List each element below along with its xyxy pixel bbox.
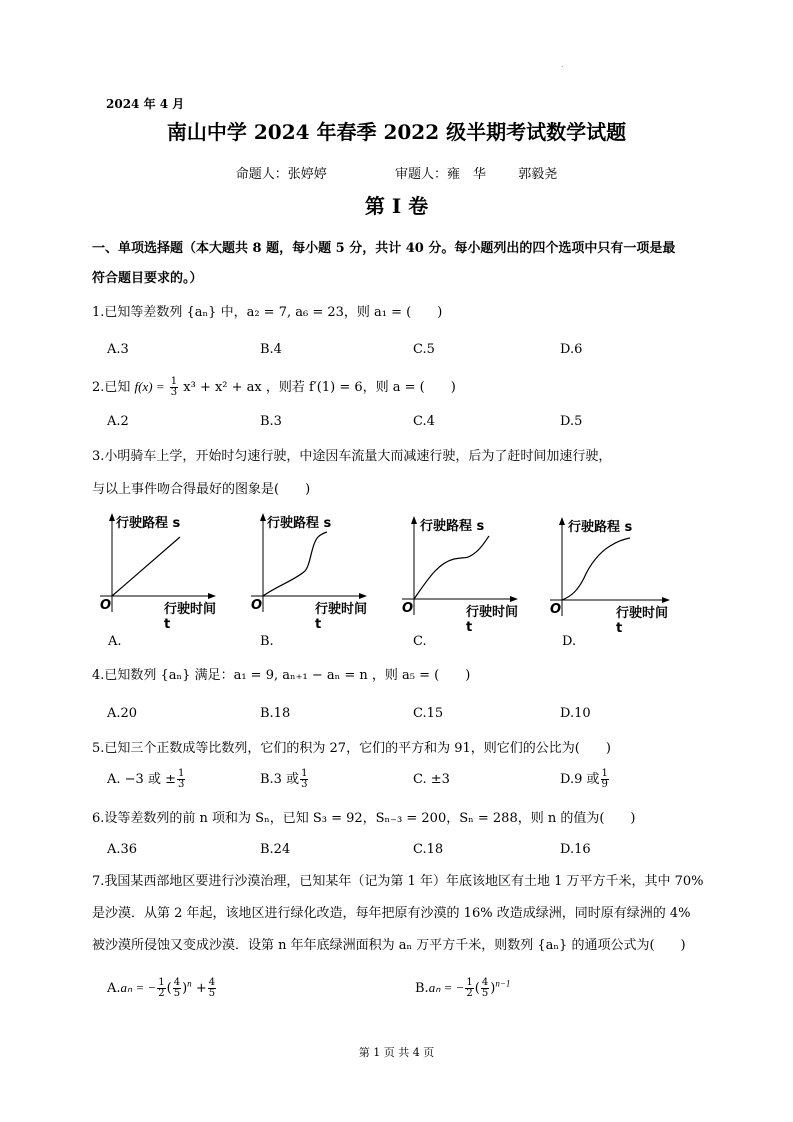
q7-b-n2: 4 (481, 977, 489, 988)
page-footer: 第 1 页 共 4 页 (358, 1046, 435, 1059)
graph-d-ylabel: 行驶路程 s (568, 520, 633, 535)
q1-option-d: D.6 (560, 342, 583, 357)
question-7-line1: 7.我国某西部地区要进行沙漠治理，已知某年（记为第 1 年）年底该地区有土地 1 万平方千米，其中 70% (92, 874, 704, 889)
q7-a-frac3 (208, 978, 216, 999)
q6-option-c: C.18 (413, 842, 444, 857)
q5-b-num: 1 (301, 768, 308, 779)
q2-frac-num: 1 (170, 376, 178, 387)
graph-a-origin: O (100, 598, 112, 613)
q6-option-d: D.16 (560, 842, 591, 857)
graph-a-ylabel: 行驶路程 s (116, 516, 181, 531)
q1-option-c: C.5 (413, 342, 435, 357)
question-6: 6.设等差数列的前 n 项和为 Sₙ，已知 S₃ = 92，Sₙ₋₃ = 200，Sₙ = 288，则 n 的值为( ) (92, 811, 636, 826)
q7-a-exp: n (187, 978, 192, 989)
q3-graph-d (546, 514, 670, 636)
q7-option-b: B.aₙ = − $\frac{1}{2}$ ( $\frac{4}{5}$ )$^{n-1}$ (415, 977, 511, 999)
q7-b-frac1 (465, 978, 473, 999)
q4-option-b: B.18 (260, 706, 291, 721)
graph-b-origin: O (251, 598, 263, 613)
author-reviewer-2: 郭毅尧 (518, 167, 558, 182)
question-4: 4.已知数列 {aₙ} 满足：a₁ = 9, aₙ₊₁ − aₙ = n ，则 a₅ = ( ) (92, 668, 471, 683)
q3-option-a: A. (108, 634, 122, 649)
q6-option-b: B.24 (260, 842, 291, 857)
exam-date: 2024 年 4 月 (106, 97, 185, 111)
q3-option-b: B. (260, 634, 274, 649)
q7-option-a: A.aₙ = − $\frac{1}{2}$ ( $\frac{4}{5}$ )$^n$ + $\frac{4}{5}$ (107, 977, 216, 999)
q5-b-den: 3 (301, 779, 308, 790)
q3-graph-a (96, 510, 217, 632)
q5-option-d-frac (601, 769, 609, 790)
q5-a-den: 3 (177, 779, 185, 790)
q6-option-a: A.36 (107, 842, 138, 857)
q2-option-a: A.2 (107, 414, 129, 429)
graph-d-xlabel: 行驶时间 t (616, 606, 669, 636)
q7-a-frac2 (173, 978, 181, 999)
stray-dot: . (561, 60, 564, 69)
graph-c-xlabel: 行驶时间 t (466, 605, 519, 635)
author-setter: 命题人：张婷婷 (235, 167, 327, 182)
question-3-line1: 3.小明骑车上学，开始时匀速行驶，中途因车流量大而减速行驶，后为了赶时间加速行驶， (92, 449, 612, 464)
q7-a-d2: 5 (173, 988, 181, 999)
q7-b-exp: n−1 (495, 978, 511, 989)
graph-b-xlabel: 行驶时间 t (315, 602, 368, 632)
q5-option-b-frac (300, 769, 308, 790)
q2-rest: x³ + x² + ax ，则若 f′(1) = 6，则 a = ( ) (183, 380, 456, 395)
q7-b-d1: 2 (466, 988, 473, 999)
q7-a-label: A. (107, 981, 121, 996)
question-3-line2: 与以上事件吻合得最好的图象是( ) (92, 482, 311, 497)
q7-b-n1: 1 (466, 977, 473, 988)
q2-frac-den: 3 (170, 387, 178, 398)
question-7-line3: 被沙漠所侵蚀又变成沙漠．设第 n 年年底绿洲面积为 aₙ 万平方千米，则数列 {aₙ} 的通项公式为( ) (92, 938, 686, 953)
q5-option-c: C. ±3 (413, 772, 450, 787)
q4-option-a: A.20 (107, 706, 138, 721)
question-7-line2: 是沙漠．从第 2 年起，该地区进行绿化改造，每年把原有沙漠的 16% 改造成绿洲，同时原有绿洲的 4% (92, 906, 691, 921)
q5-option-a-text: A. −3 或 ± (107, 772, 176, 787)
q2-fraction (170, 377, 178, 398)
q7-b-lhs: aₙ = − (428, 980, 465, 995)
q5-d-den: 9 (601, 779, 608, 790)
q5-option-b-text: B.3 或 (260, 772, 300, 787)
graph-d-origin: O (550, 602, 562, 617)
q5-option-a-frac (177, 769, 185, 790)
q4-option-c: C.15 (413, 706, 444, 721)
authors-line (0, 163, 793, 182)
q2-func: f(x) = (134, 379, 165, 394)
q2-prefix: 2.已知 (92, 380, 131, 395)
q2-option-b: B.3 (260, 414, 282, 429)
graph-a-xlabel: 行驶时间 t (164, 602, 217, 632)
graph-c-ylabel: 行驶路程 s (420, 519, 485, 534)
q5-d-num: 1 (601, 768, 608, 779)
q7-b-d2: 5 (481, 988, 489, 999)
q3-option-c: C. (413, 634, 427, 649)
q5-option-b (260, 768, 309, 790)
q7-a-d1: 2 (158, 988, 165, 999)
volume-heading: 第 I 卷 (364, 194, 429, 218)
q7-a-n2: 4 (173, 977, 181, 988)
question-2 (92, 376, 456, 398)
q2-option-d: D.5 (560, 414, 583, 429)
question-1: 1.已知等差数列 {aₙ} 中，a₂ = 7, a₆ = 23，则 a₁ = ( ) (92, 305, 443, 320)
q7-a-plus: + (195, 981, 207, 996)
q7-a-frac1 (157, 978, 165, 999)
q5-option-d-text: D.9 或 (560, 772, 600, 787)
q5-option-d (560, 768, 610, 790)
q4-option-d: D.10 (560, 706, 591, 721)
q3-option-d: D. (562, 634, 577, 649)
q5-a-num: 1 (177, 768, 185, 779)
graph-b-ylabel: 行驶路程 s (267, 516, 332, 531)
q1-option-a: A.3 (107, 342, 129, 357)
q7-a-n1: 1 (158, 977, 165, 988)
q7-a-n3: 4 (208, 977, 216, 988)
exam-title: 南山中学 2024 年春季 2022 级半期考试数学试题 (166, 120, 627, 144)
q3-graph-b (247, 510, 368, 632)
q1-option-b: B.4 (260, 342, 282, 357)
graph-c-origin: O (402, 601, 414, 616)
q5-option-a (107, 768, 186, 790)
q7-a-d3: 5 (208, 988, 216, 999)
author-reviewer: 审题人：雍 华 (394, 167, 486, 182)
q2-option-c: C.4 (413, 414, 435, 429)
q7-a-lhs: aₙ = − (120, 980, 157, 995)
section-heading-line2: 符合题目要求的。） (92, 271, 203, 286)
q3-graph-c (398, 513, 519, 635)
q7-b-label: B. (415, 981, 429, 996)
q7-b-frac2 (481, 978, 489, 999)
section-heading-line1: 一、单项选择题（本大题共 8 题，每小题 5 分，共计 40 分。每小题列出的四个选项中只有一项是最 (92, 241, 676, 256)
question-5: 5.已知三个正数成等比数列，它们的积为 27，它们的平方和为 91，则它们的公比为( ) (92, 741, 611, 756)
